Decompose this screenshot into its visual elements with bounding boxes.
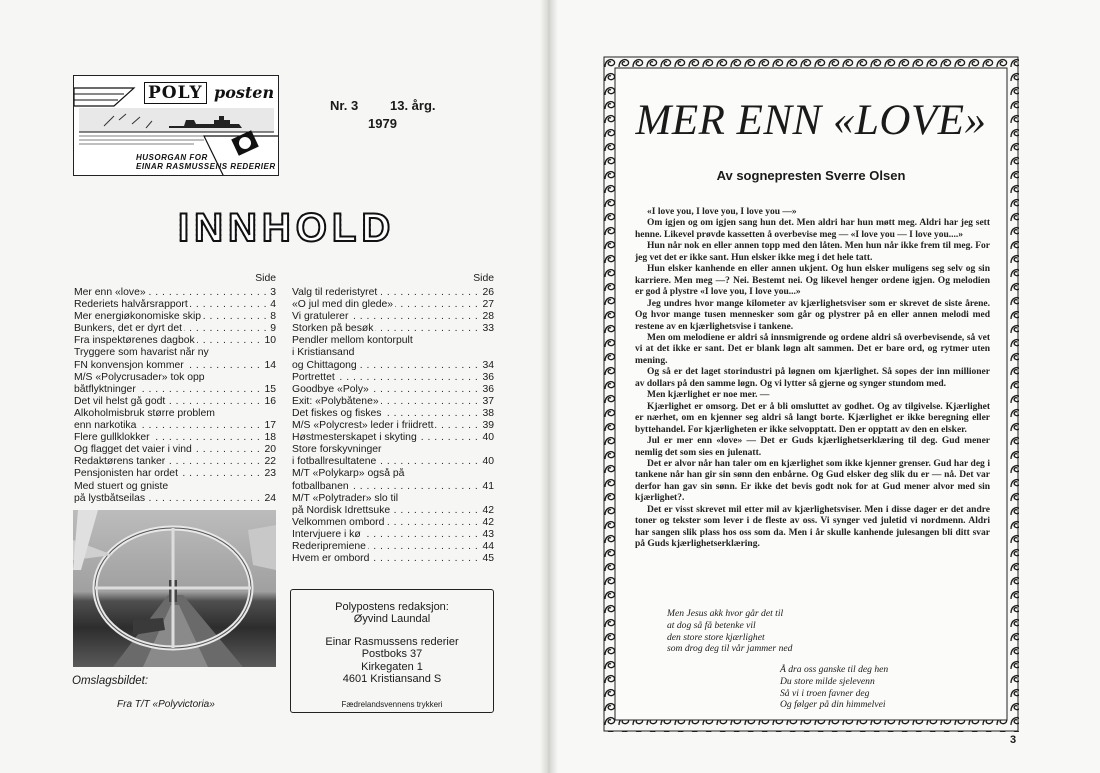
toc-entry-title: Intervjuere i kø <box>292 528 361 540</box>
toc-side-header: Side <box>473 273 494 284</box>
toc-entry <box>292 287 494 299</box>
toc-entry-page: 18 <box>264 432 276 444</box>
toc-entry-page: 3 <box>270 287 276 298</box>
editor-line: 4601 Kristiansand S <box>342 673 442 686</box>
toc-entry <box>292 335 494 347</box>
poem-line: at dog så få betenke vil <box>667 619 756 631</box>
article-author: Av sognepresten Sverre Olsen <box>716 168 906 183</box>
toc-entry <box>292 372 494 384</box>
toc-entry-title: båtflyktninger <box>74 383 136 395</box>
toc-entry-page: 27 <box>482 299 494 311</box>
toc-entry-title: Mer energiøkonomiske skip <box>74 311 202 323</box>
toc-entry-title: fotballbanen <box>292 480 349 492</box>
article-paragraph: Hun når nok en eller annen topp med den låten. Men hun når ikke frem til meg. For jeg vet det er ikke sant. Hun elsker ikke meg i det hele tatt. <box>635 241 990 263</box>
toc-entry-page: 17 <box>264 420 276 432</box>
poem-line: Og følger på din himmelvei <box>780 699 886 711</box>
article-body <box>635 207 990 551</box>
toc-entry-title: Storken på besøk <box>292 323 374 335</box>
editorial-address-box <box>290 589 494 713</box>
toc-entry-page: 20 <box>264 444 276 456</box>
page-number: 3 <box>1010 734 1017 746</box>
toc-entry-title: «O jul med din glede» <box>292 299 394 311</box>
toc-entry-title: Mer enn «love» <box>74 287 146 298</box>
poem-line: den store store kjærlighet <box>667 631 765 643</box>
toc-entry-title: M/T «Polykarp» også på <box>292 468 405 480</box>
toc-entry <box>74 360 276 372</box>
toc-entry <box>292 360 494 372</box>
article-paragraph: Jul er mer enn «love» — Det er Guds kjærlighetserklæring til deg. Gud mener nemlig det som sies en julenatt. <box>635 436 990 458</box>
toc-entry <box>292 529 494 541</box>
toc-entry-page: 45 <box>482 553 494 565</box>
toc-entry <box>74 347 276 359</box>
poem-line: Så vi i troen favner deg <box>780 687 870 699</box>
toc-entry <box>74 287 276 299</box>
toc-entry <box>74 432 276 444</box>
toc-entry <box>292 553 494 565</box>
article-paragraph: «I love you, I love you, I love you —» <box>647 207 797 217</box>
editor-line: Kirkegaten 1 <box>361 660 423 673</box>
toc-entry-page: 36 <box>482 371 494 383</box>
toc-entry-title: Vi gratulerer <box>292 311 349 323</box>
toc-entry-title: Goodbye «Poly» <box>292 383 369 395</box>
toc-entry-page: 15 <box>264 383 276 395</box>
toc-entry-page: 40 <box>482 456 494 468</box>
toc-entry-title: Fra inspektørenes dagbok <box>74 335 195 347</box>
toc-entry-page: 41 <box>482 480 494 492</box>
toc-right-column <box>292 273 494 565</box>
toc-entry-page: 22 <box>264 456 276 468</box>
toc-entry-title: Velkommen ombord <box>292 516 385 528</box>
article-title: MER ENN «LOVE» <box>635 97 987 144</box>
toc-entry-title: Alkoholmisbruk større problem <box>74 407 215 419</box>
toc-entry-page: 37 <box>482 395 494 407</box>
poem-line: Å dra oss ganske til deg hen <box>780 664 889 675</box>
toc-entry <box>292 408 494 420</box>
toc-entry-title: Pensjonisten har ordet <box>74 468 178 480</box>
cover-caption-label: Omslagsbildet: <box>72 675 149 687</box>
toc-entry-title: Rederipremiene <box>292 540 366 552</box>
toc-entry-page: 34 <box>482 359 494 371</box>
toc-entry-page: 43 <box>482 528 494 540</box>
toc-entry-title: i fotballresultatene <box>292 456 377 468</box>
toc-entry-title: Exit: «Polybåtene» <box>292 395 379 407</box>
toc-entry <box>74 311 276 323</box>
article-paragraph: Det er alvor når han taler om en kjærlighet som ikke kjenner grenser. Gud har deg i tankene når han gir sin sønn den enbårne. Og Gud elsker deg slik du er — nå. Det var derfor han gav sin sønn. Er ikke det bevis godt nok for at Gud mener alvor med sin kjærlighet?. <box>635 458 990 504</box>
toc-entry <box>292 505 494 517</box>
logo-posten: posten <box>214 83 275 102</box>
toc-entry-title: Høstmesterskapet i skyting <box>292 432 417 444</box>
article-paragraph: Jeg undres hvor mange kilometer av kjærlighetsviser som er skrevet de siste årene. Og hvor mange tusen mennesker som går og plystrer på en eller annen melodi med restene av en kjærlighetsvise i tankene. <box>635 298 990 332</box>
toc-entry <box>74 468 276 480</box>
page-gutter <box>540 0 558 773</box>
toc-entry <box>292 311 494 323</box>
poem-line: Du store milde sjelevenn <box>780 675 875 687</box>
toc-entry <box>74 408 276 420</box>
toc-entry-title: enn narkotika <box>74 420 137 432</box>
toc-entry-page: 14 <box>264 359 276 371</box>
toc-entry-page: 36 <box>482 383 494 395</box>
masthead-subtitle-2: EINAR RASMUSSENS REDERIER <box>136 162 276 171</box>
issue-volume: 13. årg. <box>390 98 436 113</box>
toc-entry-title: Det vil helst gå godt <box>74 395 166 407</box>
toc-entry-title: Store forskyvninger <box>292 444 382 456</box>
contents-heading <box>177 206 392 250</box>
toc-entry <box>292 420 494 432</box>
toc-entry-page: 4 <box>270 299 276 311</box>
toc-entry-page: 44 <box>482 540 494 552</box>
toc-side-header: Side <box>255 273 276 284</box>
poem-line: Men Jesus akk hvor går det til <box>667 608 784 619</box>
issue-number: Nr. 3 <box>330 98 359 113</box>
toc-entry <box>74 323 276 335</box>
toc-entry <box>292 347 494 359</box>
toc-entry-title: Hvem er ombord <box>292 553 370 565</box>
toc-entry <box>292 323 494 335</box>
issue-year: 1979 <box>368 116 397 131</box>
article-frame <box>603 56 1019 732</box>
toc-entry-title: Rederiets halvårsrapport <box>74 299 188 311</box>
toc-entry <box>74 299 276 311</box>
poem-line: som drog deg til vår jammer ned <box>667 643 793 655</box>
toc-entry-page: 28 <box>482 311 494 323</box>
toc-entry <box>74 384 276 396</box>
toc-entry-page: 33 <box>482 323 494 335</box>
poem-stanza-1 <box>667 608 792 655</box>
toc-entry-page: 42 <box>482 516 494 528</box>
toc-entry-title: Pendler mellom kontorpult <box>292 335 413 347</box>
editor-line: Einar Rasmussens rederier <box>325 635 459 648</box>
toc-entry-title: på lystbåtseilas <box>74 492 146 504</box>
toc-entry-page: 26 <box>482 287 494 298</box>
contents-heading-letter: D <box>361 206 392 250</box>
masthead-subtitle-1: HUSORGAN FOR <box>136 153 208 162</box>
editor-line: Postboks 37 <box>361 648 423 661</box>
toc-entry <box>292 517 494 529</box>
toc-entry <box>74 456 276 468</box>
toc-entry <box>74 396 276 408</box>
toc-entry <box>292 444 494 456</box>
toc-entry-title: og Chittagong <box>292 359 357 371</box>
logo-text <box>144 82 275 106</box>
toc-entry-page: 16 <box>264 395 276 407</box>
article-paragraph: Og så er det laget storindustri på løgnen om kjærlighet. Så sopes der inn millioner av dollars på den samme løgn. Og vi lytter så gjerne og synger stundom med. <box>635 367 990 389</box>
toc-entry <box>292 541 494 553</box>
contents-heading-letter: H <box>261 206 292 250</box>
toc-entry-title: M/T «Polytrader» slo til <box>292 492 399 504</box>
toc-entry-title: Og flagget det vaier i vind <box>74 444 192 456</box>
toc-entry <box>292 481 494 493</box>
toc-entry <box>74 335 276 347</box>
toc-entry <box>74 493 276 505</box>
article-paragraph: Men kjærlighet er noe mer. — <box>647 390 770 401</box>
toc-entry <box>292 396 494 408</box>
toc-entry-title: Det fiskes og fiskes <box>292 407 382 419</box>
logo-poly: POLY <box>144 82 207 104</box>
toc-entry <box>74 420 276 432</box>
toc-entry <box>292 384 494 396</box>
cover-caption-text: Fra T/T «Polyvictoria» <box>117 699 215 710</box>
toc-entry-page: 23 <box>264 468 276 480</box>
toc-entry <box>74 481 276 493</box>
toc-entry-title: M/S «Polycrusader» tok opp <box>74 371 205 383</box>
toc-entry-title: Portrettet <box>292 371 335 383</box>
toc-entry <box>292 468 494 480</box>
toc-entry <box>292 493 494 505</box>
toc-entry <box>292 299 494 311</box>
printer-name: Fædrelandsvennens trykkeri <box>341 700 443 710</box>
poem-stanza-2 <box>780 664 888 711</box>
toc-entry-title: i Kristiansand <box>292 347 355 359</box>
toc-entry <box>292 456 494 468</box>
toc-entry <box>74 444 276 456</box>
article-paragraph: Men om melodiene er aldri så innsmigrende og ordene aldri så overbevisende, så vet vi at det ikke er sant. Det er blank løgn alt sammen. Det er bare ord, og rytmer uten mening. <box>635 332 990 366</box>
toc-entry-page: 38 <box>482 407 494 419</box>
toc-entry-title: FN konvensjon kommer <box>74 359 184 371</box>
toc-entry-title: Med stuert og gniste <box>74 480 169 492</box>
contents-heading-letter: N <box>194 206 225 250</box>
toc-entry-title: på Nordisk Idrettsuke <box>292 504 391 516</box>
cover-photo <box>73 510 276 667</box>
toc-entry-title: Valg til rederistyret <box>292 287 378 298</box>
editor-line: Polypostens redaksjon: <box>335 601 449 613</box>
toc-entry <box>74 372 276 384</box>
toc-entry <box>292 432 494 444</box>
article-paragraph: Hun elsker kanhende en eller annen ukjent. Og hun elsker muligens seg selv og sin karriere. Men meg —? Nei. Bestemt nei. Og likevel henger ordene igjen. Og melodien er god å plystre «I love you, I love you...» <box>635 264 990 298</box>
toc-entry-title: Redaktørens tanker <box>74 456 166 468</box>
article-paragraph: Om igjen og om igjen sang hun det. Men aldri har hun møtt meg. Aldri har jeg sett henne. Likevel prøvde kassetten å overbevise meg — «I love you — I love you....» <box>635 218 990 240</box>
article-paragraph: Det er visst skrevet mil etter mil av kjærlighetsviser. Men i disse dager er det andre toner og tekster som lever i de fleste av oss. Vi synger ved juletid vi nordmenn. Aldri har sangen slik plass hos oss som da. Men i år skulle kanhende julesangen bli ditt svar på Guds kjærlighetserklæring. <box>635 504 990 550</box>
toc-entry-page: 40 <box>482 432 494 444</box>
toc-left-column <box>74 273 276 505</box>
masthead-logo <box>73 75 279 176</box>
contents-heading-letter: N <box>228 206 258 250</box>
editor-line: Øyvind Laundal <box>353 613 431 626</box>
toc-entry-title: Flere gullklokker <box>74 432 150 444</box>
toc-entry-page: 9 <box>270 323 276 335</box>
toc-entry-page: 24 <box>264 492 276 504</box>
toc-entry-page: 39 <box>482 420 494 432</box>
toc-entry-title: Tryggere som havarist når ny <box>74 347 209 359</box>
contents-heading-letter: I <box>178 206 191 250</box>
contents-heading-letter: L <box>331 206 358 250</box>
toc-entry-page: 8 <box>270 311 276 323</box>
toc-entry-title: Bunkers, det er dyrt det <box>74 323 183 335</box>
toc-entry-page: 42 <box>482 504 494 516</box>
contents-heading-letter: O <box>295 206 328 250</box>
toc-entry-title: M/S «Polycrest» leder i friidrett <box>292 420 434 432</box>
toc-entry-page: 10 <box>264 335 276 347</box>
article-paragraph: Kjærlighet er omsorg. Det er å bli omsluttet av godhet. Og av tilgivelse. Kjærlighet er nærhet, om en kjenner seg aldri så langt borte. Kjærlighet er ikke beregning eller byttehandel. For kjærligheten er ikke selvopptatt. Den er opptatt av den en elsker. <box>635 401 990 435</box>
